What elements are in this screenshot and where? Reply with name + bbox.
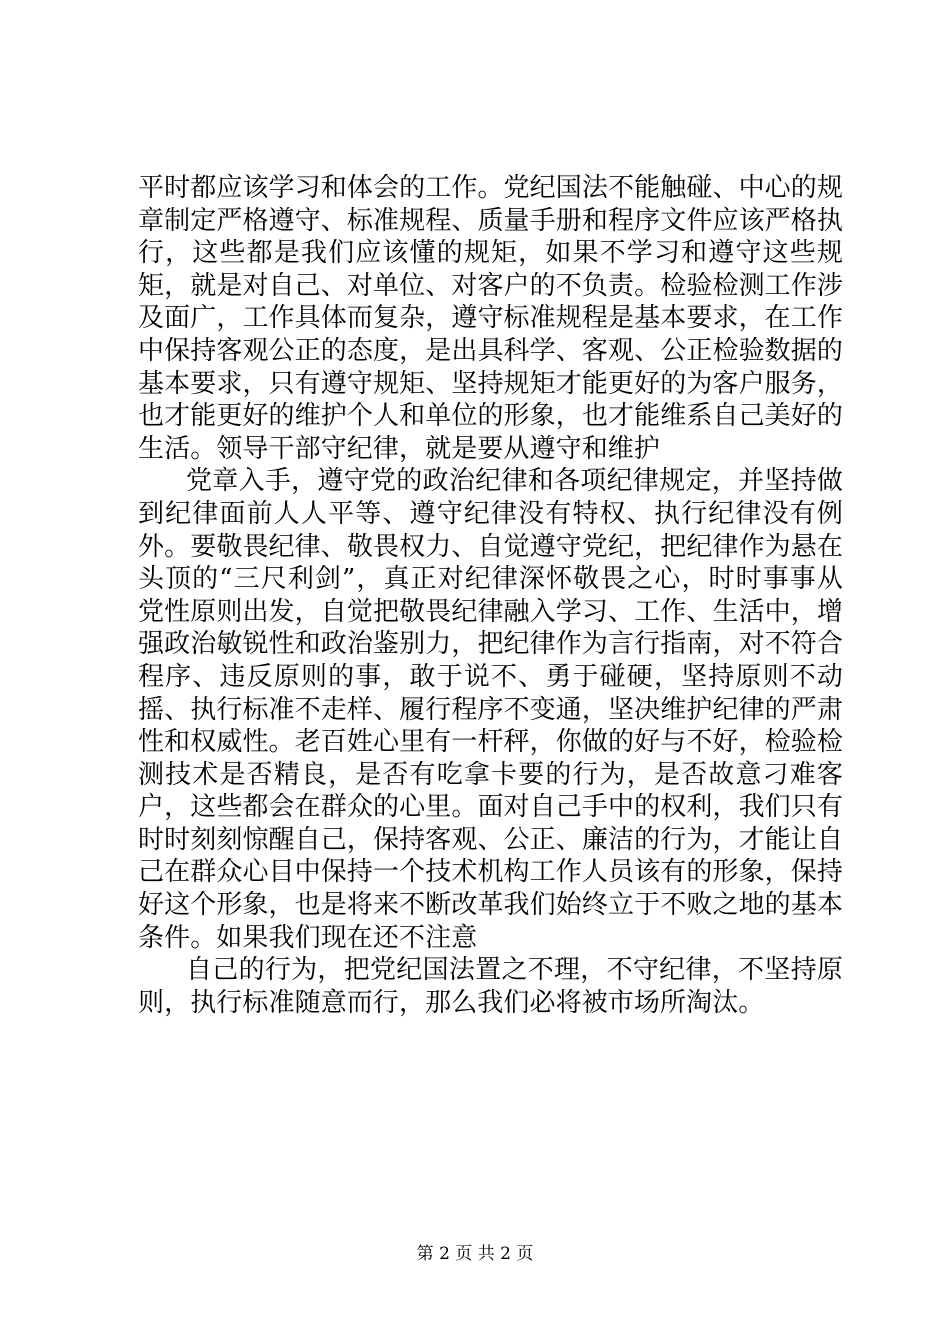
paragraph-1: 平时都应该学习和体会的工作。党纪国法不能触碰、中心的规章制定严格遵守、标准规程、质量手册和程序文件应该严格执行，这些都是我们应该懂的规矩，如果不学习和遵守这些规矩，就是对自己、对单位、对客户的不负责。检验检测工作涉及面广，工作具体而复杂，遵守标准规程是基本要求，在工作中保持客观公正的态度，是出具科学、客观、公正检验数据的基本要求，只有遵守规矩、坚持规矩才能更好的为客户服务，也才能更好的维护个人和单位的形象，也才能维系自己美好的生活。领导干部守纪律，就是要从遵守和维护 bbox=[138, 173, 843, 464]
page-number-footer: 第 2 页 共 2 页 bbox=[416, 1244, 534, 1264]
document-body bbox=[138, 172, 843, 1019]
paragraph-2: 党章入手，遵守党的政治纪律和各项纪律规定，并坚持做到纪律面前人人平等、遵守纪律没有特权、执行纪律没有例外。要敬畏纪律、敬畏权力、自觉遵守党纪，把纪律作为悬在头顶的“三尺利剑”，真正对纪律深怀敬畏之心，时时事事从党性原则出发，自觉把敬畏纪律融入学习、工作、生活中，增强政治敏锐性和政治鉴别力，把纪律作为言行指南，对不符合程序、违反原则的事，敢于说不、勇于碰硬，坚持原则不动摇、执行标准不走样、履行程序不变通，坚决维护纪律的严肃性和权威性。老百姓心里有一杆秤，你做的好与不好，检验检测技术是否精良，是否有吃拿卡要的行为，是否故意刁难客户，这些都会在群众的心里。面对自己手中的权利，我们只有时时刻刻惊醒自己，保持客观、公正、廉洁的行为，才能让自己在群众心目中保持一个技术机构工作人员该有的形象，保持好这个形象，也是将来不断改革我们始终立于不败之地的基本条件。如果我们现在还不注意 bbox=[138, 466, 843, 953]
paragraph-3: 自己的行为，把党纪国法置之不理，不守纪律，不坚持原则，执行标准随意而行，那么我们必将被市场所淘汰。 bbox=[138, 955, 843, 1018]
